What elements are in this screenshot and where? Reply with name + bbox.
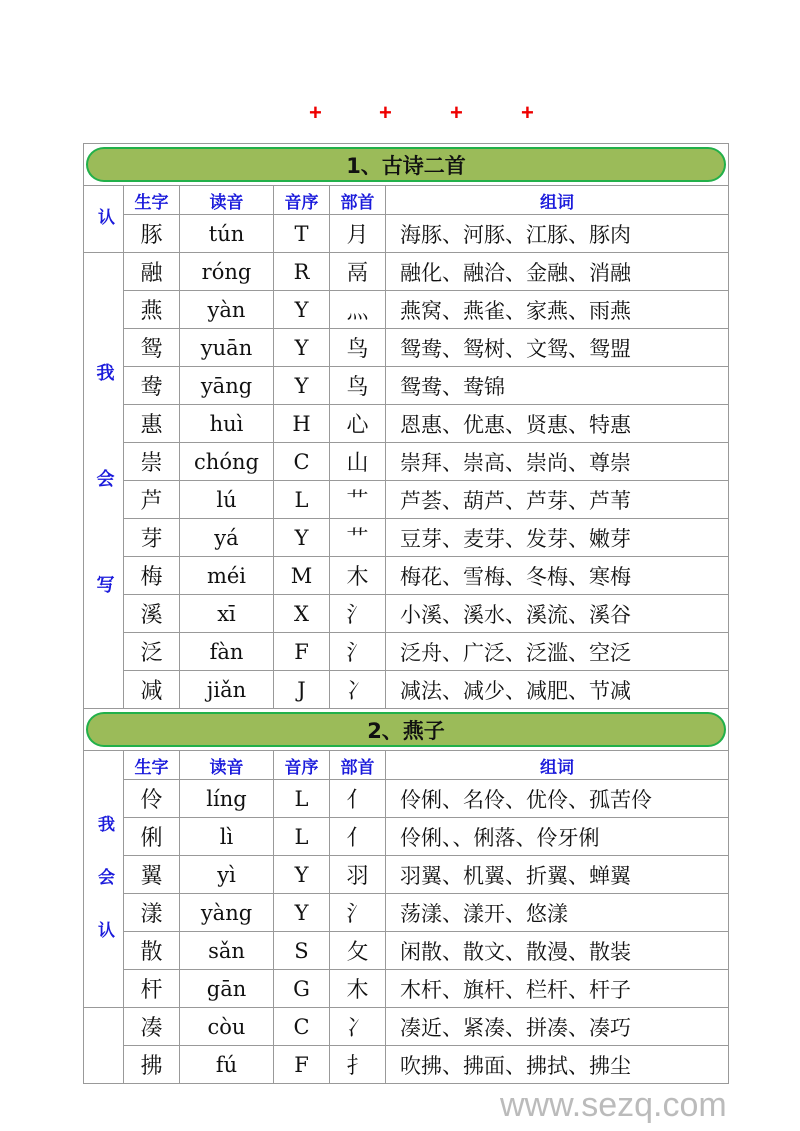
pinyin: yàn: [180, 291, 274, 329]
column-header-pinyin: 读音: [180, 751, 274, 780]
table-row: [84, 970, 729, 1008]
table-row: [84, 481, 729, 519]
word-list: 恩惠、优惠、贤惠、特惠: [386, 405, 729, 443]
radical: 灬: [330, 291, 386, 329]
section-title-row: [84, 144, 729, 186]
character: 拂: [124, 1046, 180, 1084]
watermark: www.sezq.com: [500, 1086, 727, 1124]
pinyin: gān: [180, 970, 274, 1008]
character: 凑: [124, 1008, 180, 1046]
initial-letter: L: [274, 818, 330, 856]
radical: 冫: [330, 1008, 386, 1046]
character: 漾: [124, 894, 180, 932]
radical: 鬲: [330, 253, 386, 291]
pinyin: yāng: [180, 367, 274, 405]
word-list: 芦荟、葫芦、芦芽、芦苇: [386, 481, 729, 519]
radical: 亻: [330, 780, 386, 818]
column-header-letter: 音序: [274, 186, 330, 215]
section-title-row: [84, 709, 729, 751]
pinyin: fàn: [180, 633, 274, 671]
pinyin: còu: [180, 1008, 274, 1046]
table-row: [84, 405, 729, 443]
table-row: [84, 1008, 729, 1046]
table-row: [84, 253, 729, 291]
pinyin: sǎn: [180, 932, 274, 970]
table-row: [84, 215, 729, 253]
pinyin: fú: [180, 1046, 274, 1084]
initial-letter: J: [274, 671, 330, 709]
character: 燕: [124, 291, 180, 329]
word-list: 泛舟、广泛、泛滥、空泛: [386, 633, 729, 671]
column-header-words: 组词: [386, 186, 729, 215]
vocabulary-table: [83, 143, 729, 1084]
pinyin: huì: [180, 405, 274, 443]
word-list: 减法、减少、减肥、节减: [386, 671, 729, 709]
table-row: [84, 894, 729, 932]
plus-mark: +: [450, 100, 463, 125]
word-list: 羽翼、机翼、折翼、蝉翼: [386, 856, 729, 894]
character: 崇: [124, 443, 180, 481]
column-header-char: 生字: [124, 186, 180, 215]
character: 俐: [124, 818, 180, 856]
initial-letter: G: [274, 970, 330, 1008]
pinyin: yuān: [180, 329, 274, 367]
group-label: 我会写: [93, 363, 115, 681]
word-list: 凑近、紧凑、拼凑、凑巧: [386, 1008, 729, 1046]
initial-letter: X: [274, 595, 330, 633]
table-row: [84, 780, 729, 818]
word-list: 融化、融洽、金融、消融: [386, 253, 729, 291]
initial-letter: C: [274, 1008, 330, 1046]
header-row: [84, 186, 729, 215]
character: 杆: [124, 970, 180, 1008]
character: 梅: [124, 557, 180, 595]
character: 泛: [124, 633, 180, 671]
radical: 山: [330, 443, 386, 481]
word-list: 伶俐、名伶、优伶、孤苦伶: [386, 780, 729, 818]
word-list: 闲散、散文、散漫、散装: [386, 932, 729, 970]
table-row: [84, 932, 729, 970]
word-list: 小溪、溪水、溪流、溪谷: [386, 595, 729, 633]
column-header-radical: 部首: [330, 186, 386, 215]
character: 伶: [124, 780, 180, 818]
character: 减: [124, 671, 180, 709]
radical: 冫: [330, 671, 386, 709]
plus-mark: +: [379, 100, 392, 125]
word-list: 伶俐、、俐落、伶牙俐: [386, 818, 729, 856]
group-label: 认: [94, 208, 114, 225]
table-row: [84, 443, 729, 481]
radical: 木: [330, 557, 386, 595]
initial-letter: C: [274, 443, 330, 481]
initial-letter: Y: [274, 894, 330, 932]
group-label: 我会认: [94, 815, 114, 974]
radical: 艹: [330, 519, 386, 557]
pinyin: tún: [180, 215, 274, 253]
word-list: 梅花、雪梅、冬梅、寒梅: [386, 557, 729, 595]
column-header-radical: 部首: [330, 751, 386, 780]
pinyin: chóng: [180, 443, 274, 481]
word-list: 吹拂、拂面、拂拭、拂尘: [386, 1046, 729, 1084]
character: 豚: [124, 215, 180, 253]
column-header-words: 组词: [386, 751, 729, 780]
table-row: [84, 557, 729, 595]
group-cell: [84, 253, 124, 709]
pinyin: xī: [180, 595, 274, 633]
initial-letter: L: [274, 780, 330, 818]
character: 散: [124, 932, 180, 970]
initial-letter: H: [274, 405, 330, 443]
pinyin: róng: [180, 253, 274, 291]
column-header-char: 生字: [124, 751, 180, 780]
plus-mark: +: [521, 100, 534, 125]
initial-letter: Y: [274, 329, 330, 367]
section-title: 2、燕子: [86, 712, 726, 747]
word-list: 鸳鸯、鸳树、文鸳、鸳盟: [386, 329, 729, 367]
character: 芦: [124, 481, 180, 519]
radical: 氵: [330, 595, 386, 633]
radical: 氵: [330, 894, 386, 932]
initial-letter: T: [274, 215, 330, 253]
initial-letter: S: [274, 932, 330, 970]
word-list: 崇拜、崇高、崇尚、尊崇: [386, 443, 729, 481]
header-row: [84, 751, 729, 780]
radical: 月: [330, 215, 386, 253]
character: 芽: [124, 519, 180, 557]
radical: 心: [330, 405, 386, 443]
word-list: 豆芽、麦芽、发芽、嫩芽: [386, 519, 729, 557]
table-row: [84, 329, 729, 367]
radical: 鸟: [330, 329, 386, 367]
word-list: 海豚、河豚、江豚、豚肉: [386, 215, 729, 253]
pinyin: yì: [180, 856, 274, 894]
character: 翼: [124, 856, 180, 894]
pinyin: lì: [180, 818, 274, 856]
table-row: [84, 291, 729, 329]
initial-letter: F: [274, 633, 330, 671]
radical: 鸟: [330, 367, 386, 405]
character: 溪: [124, 595, 180, 633]
initial-letter: Y: [274, 856, 330, 894]
table-row: [84, 633, 729, 671]
word-list: 鸳鸯、鸯锦: [386, 367, 729, 405]
radical: 艹: [330, 481, 386, 519]
pinyin: líng: [180, 780, 274, 818]
table-row: [84, 367, 729, 405]
group-cell: [84, 186, 124, 253]
column-header-pinyin: 读音: [180, 186, 274, 215]
character: 融: [124, 253, 180, 291]
radical: 攵: [330, 932, 386, 970]
radical: 亻: [330, 818, 386, 856]
group-cell: [84, 751, 124, 1008]
plus-mark: +: [309, 100, 322, 125]
radical: 羽: [330, 856, 386, 894]
section-title: 1、古诗二首: [86, 147, 726, 182]
table-row: [84, 519, 729, 557]
pinyin: jiǎn: [180, 671, 274, 709]
initial-letter: M: [274, 557, 330, 595]
table-row: [84, 856, 729, 894]
initial-letter: L: [274, 481, 330, 519]
table-row: [84, 595, 729, 633]
group-cell: [84, 1008, 124, 1084]
table-row: [84, 1046, 729, 1084]
character: 鸳: [124, 329, 180, 367]
pinyin: yàng: [180, 894, 274, 932]
character: 鸯: [124, 367, 180, 405]
radical: 木: [330, 970, 386, 1008]
radical: 氵: [330, 633, 386, 671]
column-header-letter: 音序: [274, 751, 330, 780]
pinyin: yá: [180, 519, 274, 557]
word-list: 木杆、旗杆、栏杆、杆子: [386, 970, 729, 1008]
radical: 扌: [330, 1046, 386, 1084]
initial-letter: Y: [274, 367, 330, 405]
character: 惠: [124, 405, 180, 443]
initial-letter: Y: [274, 291, 330, 329]
pinyin: lú: [180, 481, 274, 519]
word-list: 燕窝、燕雀、家燕、雨燕: [386, 291, 729, 329]
initial-letter: Y: [274, 519, 330, 557]
table-row: [84, 671, 729, 709]
word-list: 荡漾、漾开、悠漾: [386, 894, 729, 932]
pinyin: méi: [180, 557, 274, 595]
table-row: [84, 818, 729, 856]
initial-letter: F: [274, 1046, 330, 1084]
initial-letter: R: [274, 253, 330, 291]
